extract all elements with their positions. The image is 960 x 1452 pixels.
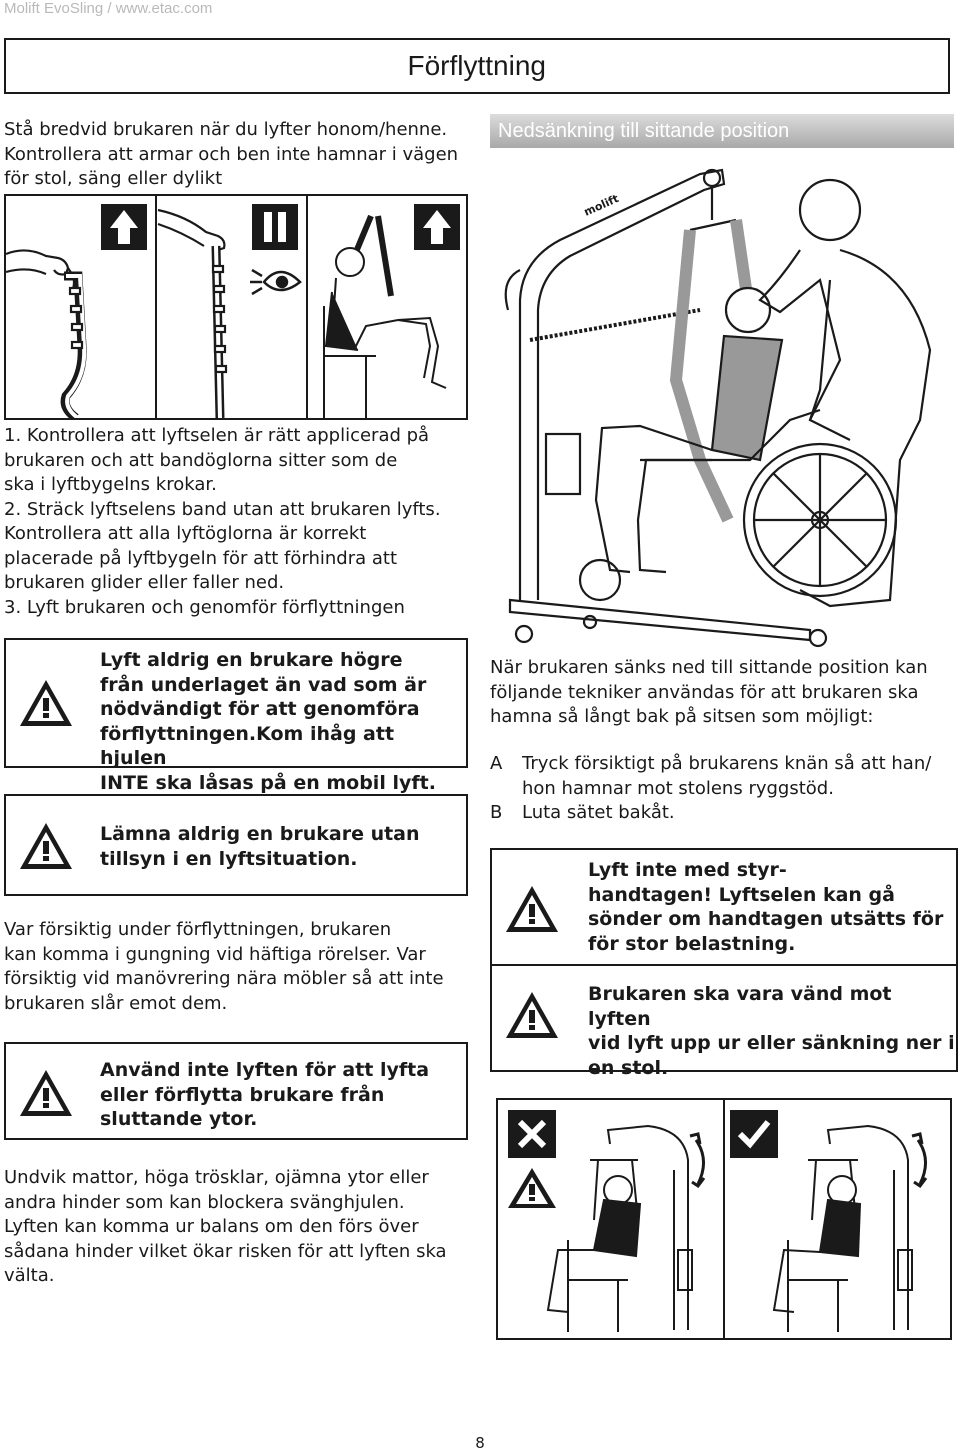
warning-line: Använd inte lyften för att lyfta xyxy=(100,1059,430,1081)
lowering-line: hamna så långt bak på sitsen som möjligt: xyxy=(490,706,874,727)
header-source: Molift EvoSling / www.etac.com xyxy=(4,0,213,17)
warning-triangle-icon xyxy=(18,678,74,728)
warning-box-slope xyxy=(4,1042,468,1140)
warning-line: förflyttningen.Kom ihåg att hjulen xyxy=(100,722,395,769)
obstacle-line: välta. xyxy=(4,1265,55,1286)
caution-line: kan komma i gungning vid häftiga rörelser. Var xyxy=(4,943,426,965)
obstacle-line: Undvik mattor, höga trösklar, ojämna ytor eller xyxy=(4,1167,429,1188)
list-item xyxy=(490,752,956,801)
warning-line: Brukaren ska vara vänd mot lyften xyxy=(588,983,892,1030)
list-item xyxy=(4,424,474,498)
step-line: Kontrollera att alla lyftöglorna är korrekt xyxy=(4,523,367,544)
warning-line: vid lyft upp ur eller sänkning ner i xyxy=(588,1032,955,1054)
steps-illustration-panel xyxy=(4,194,468,420)
arrow-up-icon xyxy=(414,204,460,250)
step-line: brukaren och att bandöglorna sitter som de xyxy=(4,449,398,471)
warning-line: Lyft inte med styr- xyxy=(588,859,787,881)
intro-line: för stol, säng eller dylikt xyxy=(4,168,223,189)
intro-line: Stå bredvid brukaren när du lyfter honom/henne. xyxy=(4,119,448,140)
arrow-up-icon xyxy=(101,204,147,250)
warning-box-facing xyxy=(490,964,958,1079)
page-number: 8 xyxy=(475,1434,485,1452)
list-item xyxy=(4,596,474,621)
warning-triangle-icon xyxy=(508,1168,556,1208)
warning-triangle-icon xyxy=(504,884,560,934)
steps-illustration xyxy=(6,196,466,418)
lowering-text xyxy=(490,656,956,730)
warning-line: Lyft aldrig en brukare högre xyxy=(100,649,403,671)
obstacle-line: Lyften kan komma ur balans om den förs över xyxy=(4,1216,419,1237)
intro-text xyxy=(4,118,474,192)
obstacle-line: sådana hinder vilket ökar risken för att lyften ska xyxy=(4,1240,447,1262)
warning-line: sönder om handtagen utsätts för xyxy=(588,908,944,930)
warning-line: från underlaget än vad som är xyxy=(100,673,427,696)
option-letter: B xyxy=(490,802,503,823)
cross-icon xyxy=(508,1110,556,1158)
eye-icon xyxy=(250,270,300,294)
warning-line: för stor belastning. xyxy=(588,932,796,955)
warning-box-lift-height xyxy=(4,638,468,794)
warning-line: en stol. xyxy=(588,1056,669,1079)
warning-text xyxy=(588,858,943,956)
option-line: Luta sätet bakåt. xyxy=(522,802,675,823)
check-icon xyxy=(730,1110,778,1158)
warning-text xyxy=(100,648,466,795)
lift-brand-label: molift xyxy=(581,191,621,219)
warning-triangle-icon xyxy=(18,821,74,871)
step-line: brukaren glider eller faller ned. xyxy=(4,572,285,593)
warning-text xyxy=(588,982,956,1080)
option-line: Tryck försiktigt på brukarens knän så att han/ xyxy=(522,753,932,774)
warning-box-handles xyxy=(490,848,958,966)
warning-triangle-icon xyxy=(504,990,560,1040)
list-item xyxy=(4,498,474,596)
step-line: 2. Sträck lyftselens band utan att brukaren lyfts. xyxy=(4,498,441,520)
wrong-right-illustration xyxy=(498,1100,950,1338)
warning-triangle-icon xyxy=(18,1068,74,1118)
option-letter: A xyxy=(490,753,503,774)
title-box xyxy=(4,38,950,94)
pause-icon xyxy=(252,204,298,250)
caution-line: Var försiktig under förflyttningen, brukaren xyxy=(4,919,392,940)
warning-line: Lämna aldrig en brukare utan xyxy=(100,823,420,845)
warning-box-supervision xyxy=(4,794,468,896)
warning-line: eller förflytta brukare från xyxy=(100,1083,385,1106)
intro-line: Kontrollera att armar och ben inte hamnar i vägen xyxy=(4,143,459,165)
warning-line: sluttande ytor. xyxy=(100,1108,258,1130)
rotate-arrow-icon xyxy=(912,1134,926,1186)
caution-line: försiktig vid manövrering nära möbler så att inte xyxy=(4,968,444,989)
lowering-options xyxy=(490,752,956,826)
step-line: placerade på lyftbygeln för att förhindra att xyxy=(4,547,398,569)
warning-text xyxy=(100,822,420,871)
option-line: hon hamnar mot stolens ryggstöd. xyxy=(522,777,834,799)
strap-hook-drawing-1 xyxy=(6,250,84,418)
caution-line: brukaren slår emot dem. xyxy=(4,992,228,1014)
warning-line: INTE ska låsas på en mobil lyft. xyxy=(100,771,436,794)
patient-lift-illustration xyxy=(490,160,956,650)
warning-line: tillsyn i en lyftsituation. xyxy=(100,847,358,870)
obstacle-line: andra hinder som kan blockera svänghjulen. xyxy=(4,1191,405,1213)
lowering-line: När brukaren sänks ned till sittande position kan xyxy=(490,657,928,678)
obstacle-text xyxy=(4,1166,474,1289)
rotate-arrow-icon xyxy=(690,1134,704,1186)
warning-line: handtagen! Lyftselen kan gå xyxy=(588,883,895,906)
warning-line: nödvändigt för att genomföra xyxy=(100,698,420,720)
step-line: 3. Lyft brukaren och genomför förflyttningen xyxy=(4,596,405,618)
right-subheader: Nedsänkning till sittande position xyxy=(490,114,954,148)
step-line: 1. Kontrollera att lyftselen är rätt applicerad på xyxy=(4,425,430,446)
caution-text xyxy=(4,918,474,1016)
page-title: Förflyttning xyxy=(407,50,546,81)
steps-list xyxy=(4,424,474,620)
wrong-right-illustration-panel xyxy=(496,1098,952,1340)
list-item xyxy=(490,801,956,826)
strap-hook-drawing-2 xyxy=(158,210,226,418)
lowering-line: följande tekniker användas för att brukaren ska xyxy=(490,681,919,703)
step-line: ska i lyftbygelns krokar. xyxy=(4,474,217,495)
warning-text xyxy=(100,1058,429,1132)
